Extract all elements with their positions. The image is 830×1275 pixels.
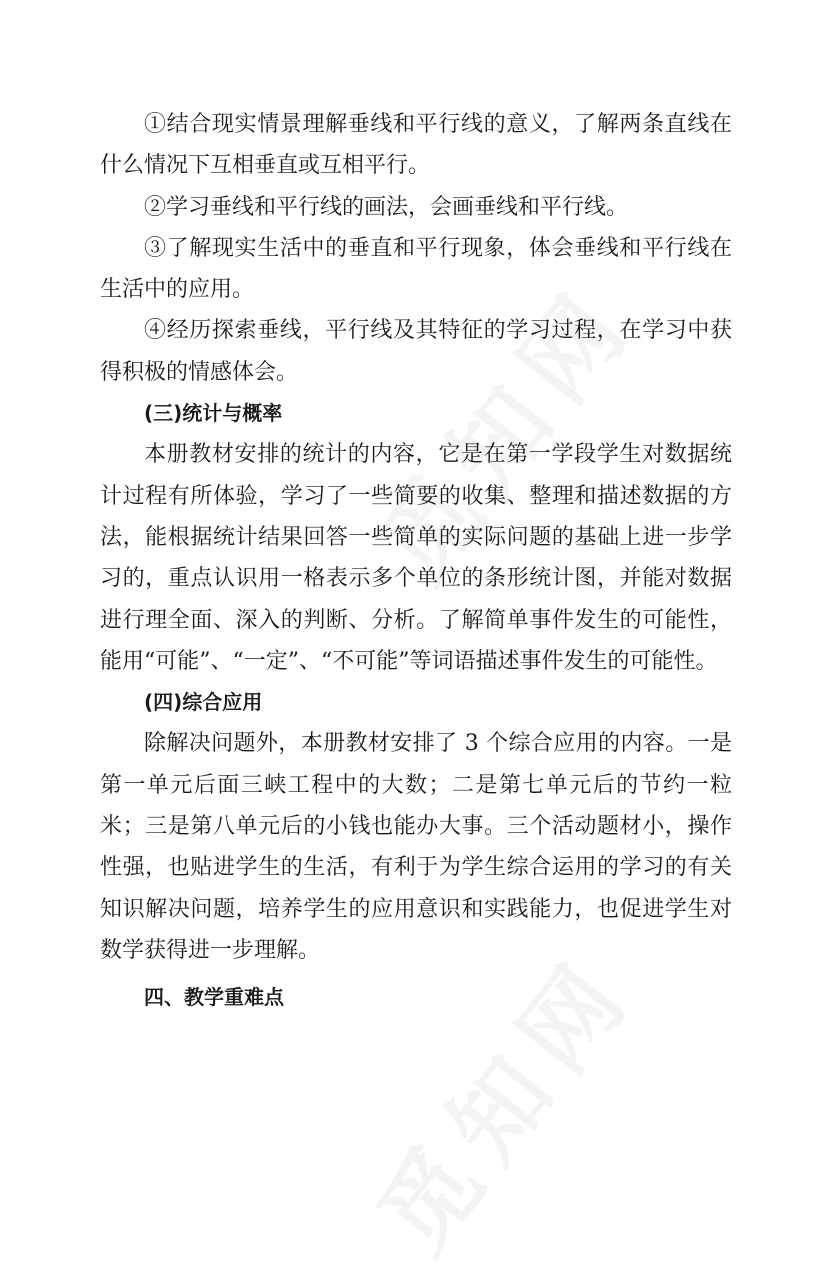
section-heading-key-points: 四、教学重难点 bbox=[144, 985, 284, 1010]
section-heading-application: (四)综合应用 bbox=[144, 690, 263, 715]
paragraph-goal-3: ③了解现实生活中的垂直和平行现象，体会垂线和平行线在生活中的应用。 bbox=[100, 235, 732, 303]
section-heading-statistics: (三)统计与概率 bbox=[144, 401, 283, 426]
document-body bbox=[100, 104, 732, 1019]
paragraph-goal-1: ①结合现实情景理解垂线和平行线的意义，了解两条直线在什么情况下互相垂直或互相平行。 bbox=[100, 112, 732, 179]
paragraph-statistics: 本册教材安排的统计的内容，它是在第一学段学生对数据统计过程有所体验，学习了一些简要的收集、整理和描述数据的方法，能根据统计结果回答一些简单的实际问题的基础上进一步学习的，重点认识用一格表示多个单位的条形统计图，并能对数据进行理全面、深入的判断、分析。了解简单事件发生的可能性，能用“可能”、“一定”、“不可能”等词语描述事件发生的可能性。 bbox=[100, 442, 732, 674]
paragraph-application: 除解决问题外，本册教材安排了 3 个综合应用的内容。一是第一单元后面三峡工程中的大数；二是第七单元后的节约一粒米；三是第八单元后的小钱也能办大事。三个活动题材小，操作性强，也贴进学生的生活，有利于为学生综合运用的学习的有关知识解决问题，培养学生的应用意识和实践能力，也促进学生对数学获得进一步理解。 bbox=[100, 731, 732, 963]
paragraph-goal-4: ④经历探索垂线，平行线及其特征的学习过程，在学习中获得积极的情感体会。 bbox=[100, 318, 732, 385]
paragraph-goal-2: ②学习垂线和平行线的画法，会画垂线和平行线。 bbox=[144, 194, 629, 220]
